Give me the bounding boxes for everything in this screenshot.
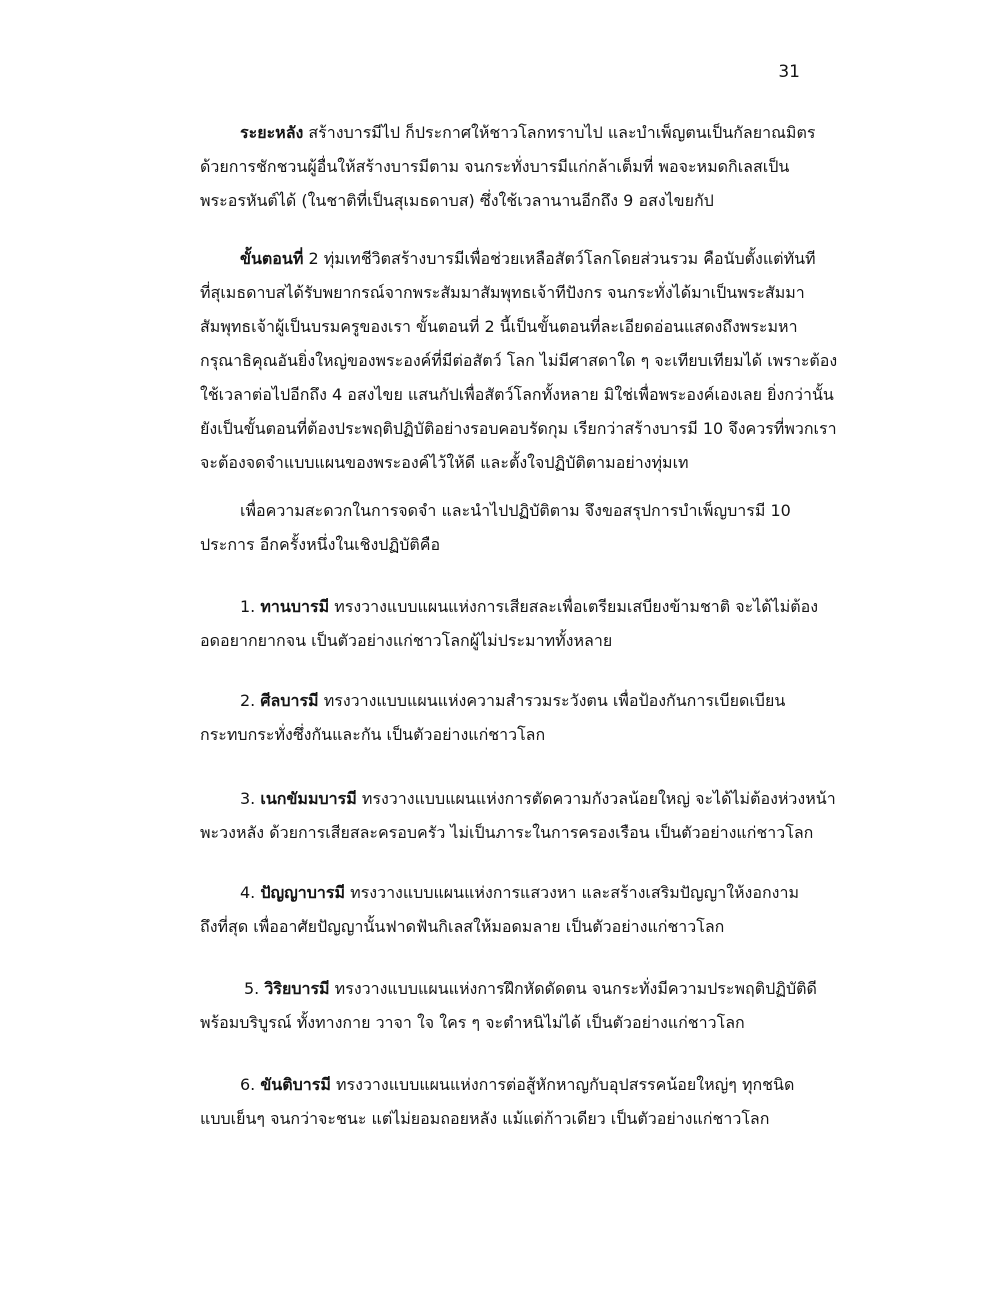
- parami-name: ศีลบารมี: [260, 691, 319, 710]
- paragraph-line: ยังเป็นขั้นตอนที่ต้องประพฤติปฏิบัติอย่างรอบคอบรัดกุม เรียกว่าสร้างบารมี 10 จึงควรที่พวกเรา: [200, 419, 837, 438]
- paragraph-line-text: ทรงวางแบบแผนแห่งการฝึกหัดดัดตน จนกระทั่งมีความประพฤติปฏิบัติดี: [329, 979, 817, 998]
- paragraph-line-text: ทรงวางแบบแผนแห่งการต่อสู้หักหาญกับอุปสรรคน้อยใหญ่ๆ ทุกชนิด: [330, 1075, 795, 1094]
- paragraph-line: ด้วยการชักชวนผู้อื่นให้สร้างบารมีตาม จนกระทั่งบารมีแก่กล้าเต็มที่ พอจะหมดกิเลสเป็น: [200, 157, 790, 176]
- paragraph-line: [200, 242, 820, 276]
- parami-item-energy: [200, 972, 820, 1040]
- paragraph-line: ที่สุเมธดาบสได้รับพยากรณ์จากพระสัมมาสัมพุทธเจ้าทีปังกร จนกระทั่งได้มาเป็นพระสัมมา: [200, 283, 805, 302]
- paragraph-line-text: ทรงวางแบบแผนแห่งการเสียสละเพื่อเตรียมเสบียงข้ามชาติ จะได้ไม่ต้อง: [329, 597, 819, 616]
- paragraph-line: อดอยากยากจน เป็นตัวอย่างแก่ชาวโลกผู้ไม่ประมาททั้งหลาย: [200, 631, 613, 650]
- parami-name: ทานบารมี: [260, 597, 330, 616]
- paragraph-line: [200, 782, 836, 816]
- parami-name: วิริยบารมี: [264, 979, 330, 998]
- paragraph-lead: ระยะหลัง: [240, 123, 304, 142]
- paragraph-line-text: 2 ทุ่มเทชีวิตสร้างบารมีเพื่อช่วยเหลือสัตว์โลกโดยส่วนรวม คือนับตั้งแต่ทันที: [303, 249, 816, 268]
- parami-number: 2.: [240, 691, 256, 710]
- parami-number: 3.: [240, 789, 256, 808]
- paragraph-line: [200, 684, 820, 718]
- paragraph-line: เพื่อความสะดวกในการจดจำ และนำไปปฏิบัติตาม จึงขอสรุปการบำเพ็ญบารมี 10: [240, 501, 791, 520]
- paragraph-line-text: สร้างบารมีไป ก็ประกาศให้ชาวโลกทราบไป และบำเพ็ญตนเป็นกัลยาณมิตร: [303, 123, 816, 142]
- paragraph-line: กระทบกระทั่งซึ่งกันและกัน เป็นตัวอย่างแก่ชาวโลก: [200, 725, 546, 744]
- paragraph-step-two: [200, 242, 838, 480]
- parami-item-morality: [200, 684, 820, 752]
- paragraph-summary-intro: [200, 494, 820, 562]
- parami-number: 5.: [244, 979, 260, 998]
- paragraph-line: พะวงหลัง ด้วยการเสียสละครอบครัว ไม่เป็นภาระในการครองเรือน เป็นตัวอย่างแก่ชาวโลก: [200, 823, 814, 842]
- paragraph-line: ถึงที่สุด เพื่ออาศัยปัญญานั้นฟาดฟันกิเลสให้มอดมลาย เป็นตัวอย่างแก่ชาวโลก: [200, 917, 725, 936]
- parami-item-patience: [200, 1068, 820, 1136]
- paragraph-line-text: ทรงวางแบบแผนแห่งความสำรวมระวังตน เพื่อป้องกันการเบียดเบียน: [318, 691, 786, 710]
- paragraph-line: แบบเย็นๆ จนกว่าจะชนะ แต่ไม่ยอมถอยหลัง แม้แต่ก้าวเดียว เป็นตัวอย่างแก่ชาวโลก: [200, 1109, 770, 1128]
- paragraph-line: จะต้องจดจำแบบแผนของพระองค์ไว้ให้ดี และตั้งใจปฏิบัติตามอย่างทุ่มเท: [200, 453, 689, 472]
- paragraph-line: [200, 116, 820, 150]
- parami-item-wisdom: [200, 876, 820, 944]
- parami-number: 4.: [240, 883, 256, 902]
- parami-number: 1.: [240, 597, 256, 616]
- parami-item-renunciation: [200, 782, 836, 850]
- paragraph-lead: ขั้นตอนที่: [240, 249, 304, 268]
- paragraph-line: [200, 972, 820, 1006]
- paragraph-line: [200, 876, 820, 910]
- parami-name: ขันติบารมี: [260, 1075, 331, 1094]
- parami-name: ปัญญาบารมี: [260, 883, 346, 902]
- paragraph-line: [200, 1068, 820, 1102]
- paragraph-line: สัมพุทธเจ้าผู้เป็นบรมครูของเรา ขั้นตอนที่ 2 นี้เป็นขั้นตอนที่ละเอียดอ่อนแสดงถึงพระมหา: [200, 317, 798, 336]
- paragraph-line: [200, 590, 820, 624]
- paragraph-line: พระอรหันต์ได้ (ในชาติที่เป็นสุเมธดาบส) ซึ่งใช้เวลานานอีกถึง 9 อสงไขยกัป: [200, 191, 714, 210]
- paragraph-line-text: ทรงวางแบบแผนแห่งการตัดความกังวลน้อยใหญ่ จะได้ไม่ต้องห่วงหน้า: [356, 789, 836, 808]
- paragraph-line: ประการ อีกครั้งหนึ่งในเชิงปฏิบัติคือ: [200, 535, 441, 554]
- paragraph-line: พร้อมบริบูรณ์ ทั้งทางกาย วาจา ใจ ใคร ๆ จะตำหนิไม่ได้ เป็นตัวอย่างแก่ชาวโลก: [200, 1013, 745, 1032]
- paragraph-line: ใช้เวลาต่อไปอีกถึง 4 อสงไขย แสนกัปเพื่อสัตว์โลกทั้งหลาย มิใช่เพื่อพระองค์เองเลย ยิ่งกว่านั้น: [200, 385, 834, 404]
- parami-number: 6.: [240, 1075, 256, 1094]
- parami-name: เนกขัมมบารมี: [260, 789, 357, 808]
- paragraph-line: กรุณาธิคุณอันยิ่งใหญ่ของพระองค์ที่มีต่อสัตว์ โลก ไม่มีศาสดาใด ๆ จะเทียบเทียมได้ เพราะต้อง: [200, 351, 838, 370]
- paragraph-later-period: [200, 116, 820, 218]
- page-number: 31: [778, 62, 800, 82]
- paragraph-line-text: ทรงวางแบบแผนแห่งการแสวงหา และสร้างเสริมปัญญาให้งอกงาม: [345, 883, 800, 902]
- parami-item-giving: [200, 590, 820, 658]
